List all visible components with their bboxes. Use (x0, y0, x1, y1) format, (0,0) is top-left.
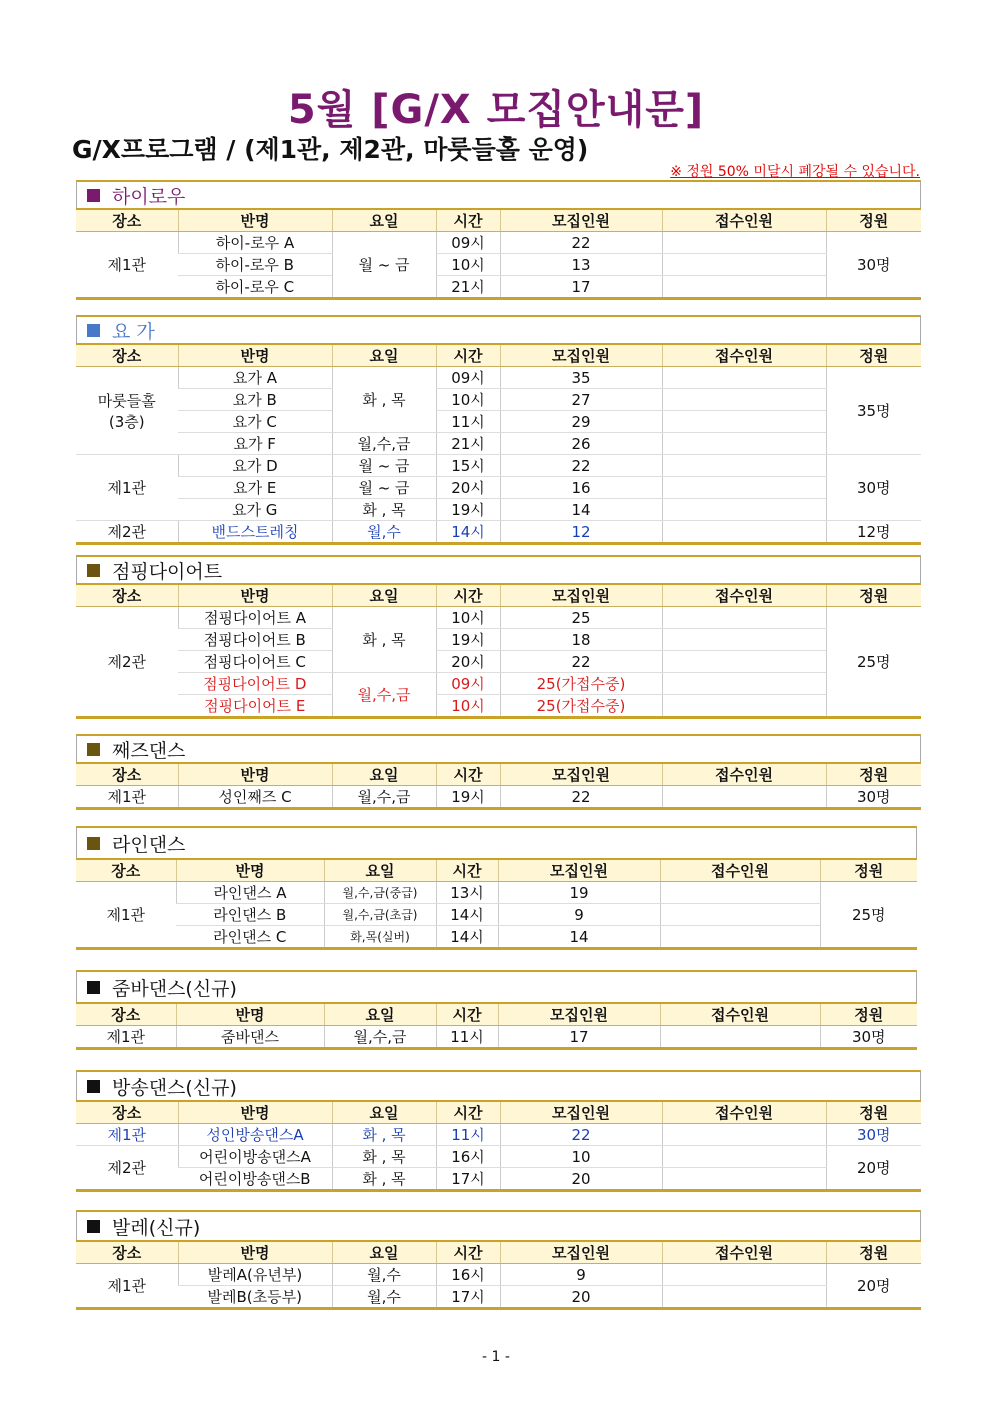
table-cell: 10시 (436, 607, 500, 629)
table-cell: 20명 (826, 1264, 921, 1309)
table-cell: 19시 (436, 499, 500, 521)
column-header: 반명 (178, 763, 332, 786)
square-bullet-icon (87, 837, 100, 850)
column-header: 정원 (820, 1003, 917, 1026)
table-cell: 30명 (826, 1124, 921, 1146)
table-row (76, 477, 921, 499)
column-header: 시간 (436, 1003, 498, 1026)
table-cell: 9 (498, 904, 660, 926)
square-bullet-icon (87, 324, 100, 337)
header-row (76, 344, 921, 367)
table-cell: 요가 E (178, 477, 332, 499)
schedule-table (76, 858, 917, 950)
table-row (76, 1146, 921, 1168)
column-header: 반명 (178, 1101, 332, 1124)
column-header: 접수인원 (662, 763, 826, 786)
column-header: 요일 (332, 344, 436, 367)
header-row (76, 763, 921, 786)
table-cell: 하이-로우 A (178, 232, 332, 254)
table-cell: 월 ~ 금 (332, 477, 436, 499)
header-row (76, 584, 921, 607)
table-cell: 성인방송댄스A (178, 1124, 332, 1146)
column-header: 모집인원 (498, 1003, 660, 1026)
table-cell: 13 (500, 254, 662, 276)
schedule-table (76, 1002, 917, 1050)
header-row (76, 209, 921, 232)
table-cell: 15시 (436, 455, 500, 477)
table-cell: 제1관 (76, 455, 178, 521)
column-header: 장소 (76, 584, 178, 607)
table-cell: 화,목(실버) (324, 926, 436, 949)
column-header: 요일 (332, 763, 436, 786)
column-header: 접수인원 (662, 209, 826, 232)
column-header: 모집인원 (498, 859, 660, 882)
table-cell (662, 629, 826, 651)
column-header: 장소 (76, 763, 178, 786)
table-cell: 16시 (436, 1146, 500, 1168)
table-cell (662, 651, 826, 673)
column-header: 정원 (826, 584, 921, 607)
table-cell: 19 (498, 882, 660, 904)
table-cell: 점핑다이어트 C (178, 651, 332, 673)
table-cell: 점핑다이어트 B (178, 629, 332, 651)
section-jazz (76, 734, 921, 810)
column-header: 정원 (826, 209, 921, 232)
table-row (76, 926, 917, 949)
column-header: 접수인원 (660, 1003, 820, 1026)
schedule-table (76, 583, 921, 719)
section-header (76, 180, 921, 208)
table-cell: 16 (500, 477, 662, 499)
table-row (76, 367, 921, 389)
table-cell (662, 389, 826, 411)
table-cell: 14 (500, 499, 662, 521)
table-cell: 월,수,금(초급) (324, 904, 436, 926)
header-row (76, 1003, 917, 1026)
table-cell: 라인댄스 C (213, 928, 287, 946)
table-cell (662, 276, 826, 299)
table-cell: 17 (500, 276, 662, 299)
table-cell: 줌바댄스 (176, 1026, 324, 1049)
table-cell: 9 (500, 1264, 662, 1286)
table-cell (660, 926, 820, 949)
section-title: 발레(신규) (112, 1216, 201, 1239)
section-title: 하이로우 (112, 185, 186, 208)
schedule-table (76, 1100, 921, 1192)
column-header: 모집인원 (500, 344, 662, 367)
table-cell: 월,수,금 (332, 673, 436, 718)
table-cell: 18 (500, 629, 662, 651)
table-cell: 성인째즈 C (178, 786, 332, 809)
table-cell: 제1관 (76, 232, 178, 299)
table-row (76, 695, 921, 718)
table-row (76, 882, 917, 904)
column-header: 장소 (76, 1241, 178, 1264)
table-cell: 11시 (436, 1124, 500, 1146)
table-cell: 20시 (436, 477, 500, 499)
table-cell (662, 1168, 826, 1191)
section-jumping (76, 555, 921, 719)
table-cell: 요가 F (178, 433, 332, 455)
square-bullet-icon (87, 1080, 100, 1093)
header-row (76, 1241, 921, 1264)
table-cell (662, 499, 826, 521)
table-row (76, 651, 921, 673)
table-cell: 화 , 목 (332, 367, 436, 433)
table-cell: 22 (500, 651, 662, 673)
section-header (76, 970, 917, 1002)
section-line-dance (76, 826, 917, 950)
table-row (76, 629, 921, 651)
column-header: 시간 (436, 1241, 500, 1264)
table-row (76, 673, 921, 695)
table-row (76, 786, 921, 809)
table-cell (662, 254, 826, 276)
table-row (76, 1124, 921, 1146)
table-cell (662, 1146, 826, 1168)
table-cell: 25(가접수중) (500, 695, 662, 718)
column-header: 시간 (436, 344, 500, 367)
table-cell: 30명 (826, 232, 921, 299)
schedule-table (76, 762, 921, 810)
page-subtitle: G/X프로그램 / (제1관, 제2관, 마룻들홀 운영) (72, 135, 589, 164)
table-cell: 35 (500, 367, 662, 389)
table-cell: 제1관 (107, 788, 147, 806)
column-header: 모집인원 (500, 209, 662, 232)
column-header: 장소 (76, 1003, 176, 1026)
table-cell: 요가 D (178, 455, 332, 477)
table-cell: 화 , 목 (332, 1168, 436, 1191)
column-header: 반명 (176, 859, 324, 882)
schedule-table (76, 1240, 921, 1310)
section-hilow (76, 180, 921, 300)
table-row (76, 433, 921, 455)
table-cell: 14시 (436, 904, 498, 926)
column-header: 모집인원 (500, 1241, 662, 1264)
section-header (76, 315, 921, 343)
table-cell: 점핑다이어트 E (204, 697, 306, 715)
table-cell: 어린이방송댄스A (178, 1146, 332, 1168)
table-cell (662, 1124, 826, 1146)
table-cell: 25명 (820, 882, 917, 949)
column-header: 정원 (820, 859, 917, 882)
column-header: 요일 (332, 1101, 436, 1124)
header-row (76, 1101, 921, 1124)
column-header: 반명 (176, 1003, 324, 1026)
table-cell: 11시 (436, 411, 500, 433)
table-cell: 14 (498, 926, 660, 949)
table-cell: 하이-로우 C (215, 278, 295, 296)
table-cell: 09시 (436, 367, 500, 389)
column-header: 반명 (178, 209, 332, 232)
column-header: 시간 (436, 763, 500, 786)
table-cell: 월 ~ 금 (332, 232, 436, 299)
table-cell: 화 , 목 (332, 607, 436, 673)
table-cell: 발레B(초등부) (207, 1288, 302, 1306)
table-cell (660, 882, 820, 904)
square-bullet-icon (87, 743, 100, 756)
table-cell: 월,수,금 (324, 1026, 436, 1049)
table-cell: 19시 (436, 786, 500, 809)
column-header: 장소 (76, 344, 178, 367)
table-cell: 25 (500, 607, 662, 629)
table-cell: 09시 (436, 673, 500, 695)
table-cell (662, 607, 826, 629)
section-ballet (76, 1210, 921, 1310)
table-cell: 20명 (826, 1146, 921, 1191)
table-cell: 어린이방송댄스B (198, 1170, 311, 1188)
table-cell: 점핑다이어트 D (178, 673, 332, 695)
table-cell: 화 , 목 (332, 499, 436, 521)
table-cell: 26 (500, 433, 662, 455)
table-cell (662, 433, 826, 455)
table-cell: 화 , 목 (332, 1124, 436, 1146)
section-header (76, 826, 917, 858)
schedule-table (76, 208, 921, 300)
table-cell (662, 673, 826, 695)
square-bullet-icon (87, 189, 100, 202)
table-cell: 제2관 (76, 607, 178, 718)
column-header: 반명 (178, 584, 332, 607)
column-header: 모집인원 (500, 1101, 662, 1124)
section-title: 방송댄스(신규) (112, 1076, 237, 1099)
column-header: 모집인원 (500, 763, 662, 786)
section-header (76, 734, 921, 762)
section-yoga (76, 315, 921, 545)
column-header: 장소 (76, 1101, 178, 1124)
table-row (76, 1264, 921, 1286)
table-cell: 20시 (436, 651, 500, 673)
column-header: 정원 (826, 1101, 921, 1124)
square-bullet-icon (87, 1220, 100, 1233)
cancellation-note: ※ 정원 50% 미달시 폐강될 수 있습니다. (670, 164, 920, 180)
column-header: 요일 (332, 1241, 436, 1264)
table-cell: 요가 B (178, 389, 332, 411)
column-header: 시간 (436, 584, 500, 607)
table-cell: 25(가접수중) (500, 673, 662, 695)
table-row (76, 1286, 921, 1309)
table-cell: 10시 (436, 389, 500, 411)
table-cell: 요가 G (178, 499, 332, 521)
square-bullet-icon (87, 981, 100, 994)
table-cell: 16시 (436, 1264, 500, 1286)
table-row (76, 1168, 921, 1191)
header-row (76, 859, 917, 882)
table-cell: 월,수,금 (332, 786, 436, 809)
table-cell: 22 (500, 232, 662, 254)
section-title: 라인댄스 (112, 833, 186, 856)
table-row (76, 499, 921, 521)
table-cell: 제1관 (76, 882, 176, 949)
table-cell (662, 367, 826, 389)
table-cell: 제2관 (76, 1146, 178, 1191)
section-title: 줌바댄스(신규) (112, 977, 237, 1000)
table-cell: 21시 (436, 276, 500, 299)
section-title: 째즈댄스 (112, 739, 186, 762)
table-cell: 점핑다이어트 A (178, 607, 332, 629)
table-cell: 30명 (820, 1026, 917, 1049)
table-cell (662, 477, 826, 499)
column-header: 요일 (332, 584, 436, 607)
table-cell (662, 1286, 826, 1309)
table-cell: 12명 (826, 521, 921, 544)
table-cell: 17시 (436, 1168, 500, 1191)
table-cell: 라인댄스 A (176, 882, 324, 904)
table-cell: 20 (500, 1168, 662, 1191)
column-header: 접수인원 (662, 584, 826, 607)
table-cell (662, 786, 826, 809)
table-cell: 30명 (826, 455, 921, 521)
table-cell: 13시 (436, 882, 498, 904)
table-cell: 14시 (436, 926, 498, 949)
table-cell: 27 (500, 389, 662, 411)
table-row (76, 411, 921, 433)
table-cell: 22 (500, 455, 662, 477)
column-header: 접수인원 (660, 859, 820, 882)
table-cell: 09시 (436, 232, 500, 254)
table-row (76, 521, 921, 544)
square-bullet-icon (87, 564, 100, 577)
section-title: 점핑다이어트 (112, 560, 223, 583)
table-cell (662, 695, 826, 718)
column-header: 접수인원 (662, 344, 826, 367)
column-header: 반명 (178, 344, 332, 367)
column-header: 모집인원 (500, 584, 662, 607)
table-cell (662, 411, 826, 433)
table-row (76, 455, 921, 477)
table-cell: 월,수 (332, 521, 436, 544)
table-row (76, 254, 921, 276)
table-cell: 월,수,금 (332, 433, 436, 455)
table-row (76, 232, 921, 254)
section-header (76, 555, 921, 583)
table-cell: 하이-로우 B (178, 254, 332, 276)
column-header: 반명 (178, 1241, 332, 1264)
column-header: 요일 (324, 1003, 436, 1026)
schedule-table (76, 343, 921, 545)
page-number: - 1 - (482, 1349, 510, 1365)
table-cell: 19시 (436, 629, 500, 651)
table-cell: 20 (500, 1286, 662, 1309)
table-cell: 월 ~ 금 (332, 455, 436, 477)
section-title: 요 가 (112, 320, 155, 343)
section-header (76, 1070, 921, 1100)
page-title: 5월 [G/X 모집안내문] (287, 87, 705, 133)
column-header: 시간 (436, 209, 500, 232)
table-row (76, 607, 921, 629)
section-broadcast-dance (76, 1070, 921, 1192)
section-header (76, 1210, 921, 1240)
table-cell: 제2관 (107, 523, 147, 541)
table-row (76, 276, 921, 299)
table-cell: 21시 (436, 433, 500, 455)
column-header: 장소 (76, 209, 178, 232)
column-header: 시간 (436, 859, 498, 882)
table-row (76, 389, 921, 411)
table-cell: 요가 A (178, 367, 332, 389)
column-header: 정원 (826, 763, 921, 786)
column-header: 장소 (76, 859, 176, 882)
table-cell: 제1관 (76, 1264, 178, 1309)
table-cell: 밴드스트레칭 (178, 521, 332, 544)
column-header: 접수인원 (662, 1241, 826, 1264)
column-header: 정원 (826, 344, 921, 367)
column-header: 요일 (332, 209, 436, 232)
table-row (76, 904, 917, 926)
table-cell (662, 521, 826, 544)
table-cell: 요가 C (178, 411, 332, 433)
section-zumba (76, 970, 917, 1050)
column-header: 요일 (324, 859, 436, 882)
table-cell: 10시 (436, 254, 500, 276)
table-cell: 화 , 목 (332, 1146, 436, 1168)
table-cell: 월,수 (332, 1264, 436, 1286)
table-cell: 17 (498, 1026, 660, 1049)
table-cell: 25명 (826, 607, 921, 718)
table-cell (660, 1026, 820, 1049)
table-cell (662, 232, 826, 254)
table-cell: 22 (500, 786, 662, 809)
table-cell: 29 (500, 411, 662, 433)
table-row (76, 1026, 917, 1049)
table-cell (662, 455, 826, 477)
table-cell: 12 (500, 521, 662, 544)
table-cell: 10 (500, 1146, 662, 1168)
table-cell: 10시 (436, 695, 500, 718)
table-cell: 월,수,금(중급) (324, 882, 436, 904)
table-cell (660, 904, 820, 926)
table-cell: 17시 (436, 1286, 500, 1309)
table-cell: 제1관 (106, 1028, 146, 1046)
table-cell: 발레A(유년부) (178, 1264, 332, 1286)
table-cell: 마룻들홀 (3층) (76, 367, 178, 455)
table-cell: 14시 (436, 521, 500, 544)
table-cell: 22 (500, 1124, 662, 1146)
table-cell: 30명 (826, 786, 921, 809)
table-cell: 35명 (826, 367, 921, 455)
table-cell: 제1관 (76, 1124, 178, 1146)
column-header: 접수인원 (662, 1101, 826, 1124)
table-cell (662, 1264, 826, 1286)
table-cell: 월,수 (332, 1286, 436, 1309)
table-cell: 11시 (436, 1026, 498, 1049)
column-header: 시간 (436, 1101, 500, 1124)
table-cell: 라인댄스 B (176, 904, 324, 926)
column-header: 정원 (826, 1241, 921, 1264)
